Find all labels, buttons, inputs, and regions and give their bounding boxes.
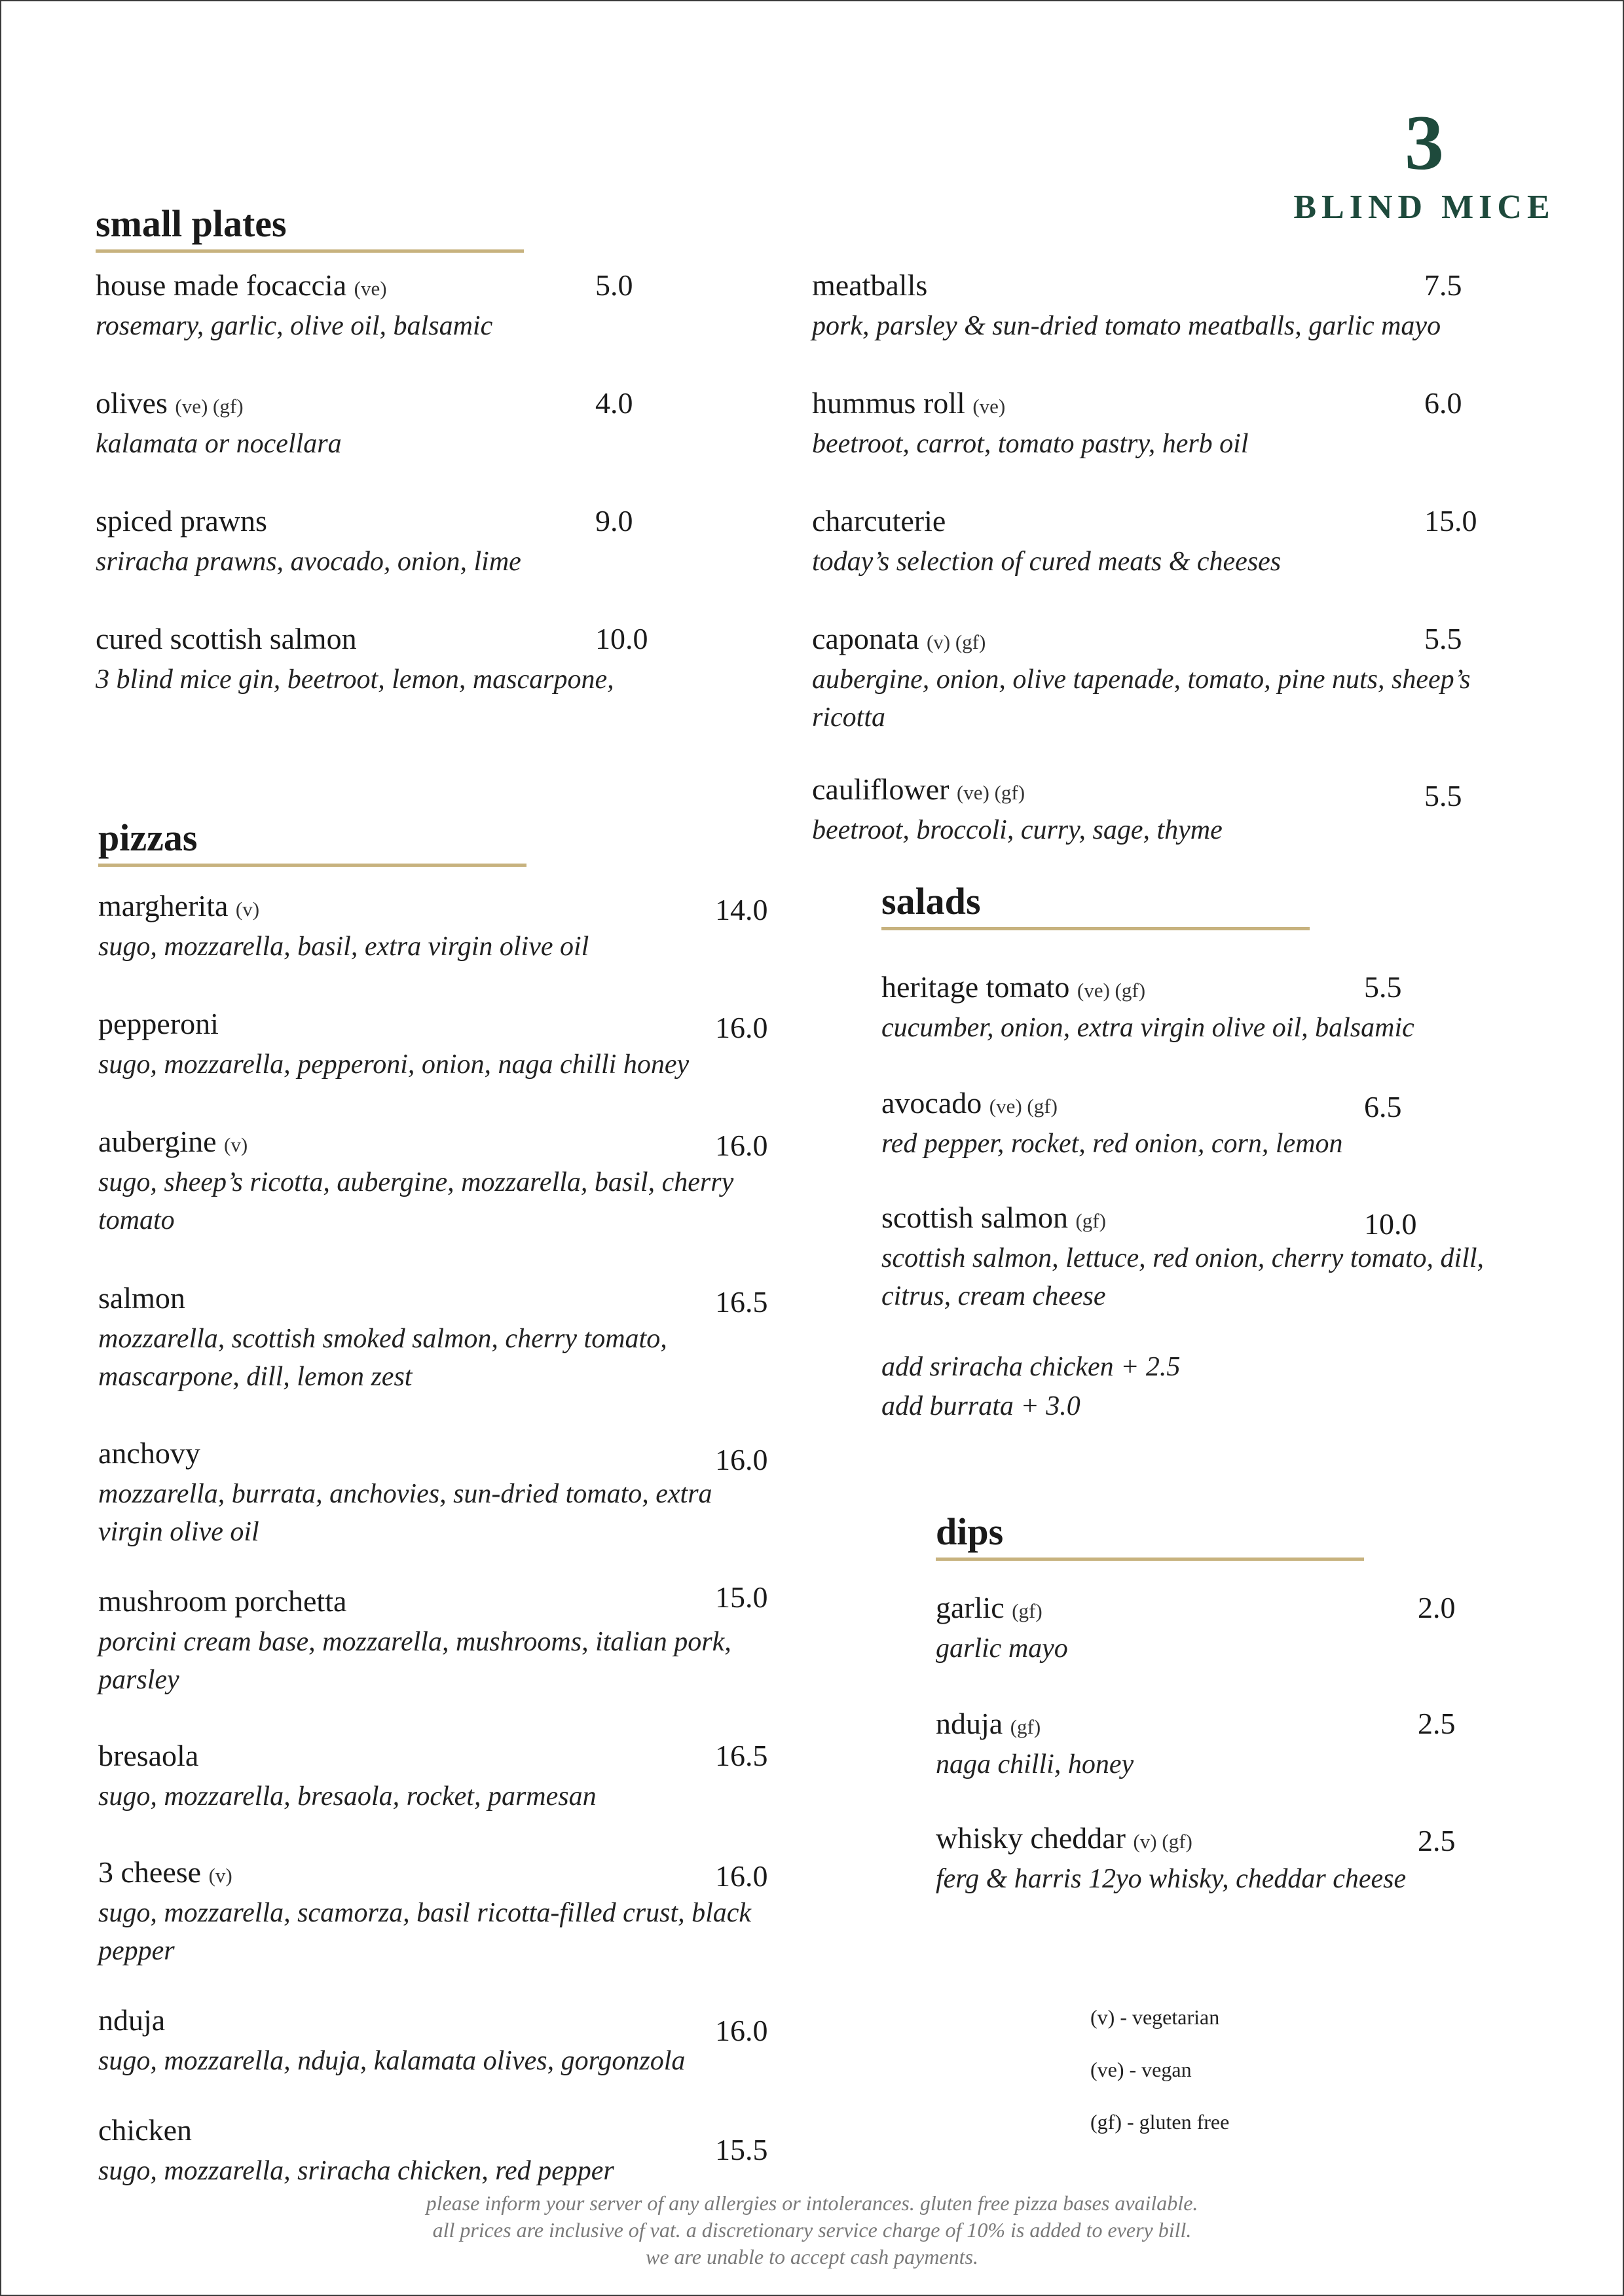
item-price: 16.5: [715, 1285, 768, 1319]
item-description: sugo, mozzarella, pepperoni, onion, naga chilli honey: [98, 1049, 690, 1080]
item-description: cucumber, onion, extra virgin olive oil, balsamic: [881, 1013, 1414, 1043]
item-name: charcuterie: [812, 504, 946, 538]
item-tags: (gf): [1012, 1599, 1043, 1622]
item-description: mozzarella, burrata, anchovies, sun-dried tomato, extra virgin olive oil: [98, 1479, 712, 1547]
menu-item: [98, 1738, 819, 1815]
item-name: salmon: [98, 1281, 185, 1315]
menu-item: [98, 1580, 819, 1699]
item-description: beetroot, carrot, tomato pastry, herb oil: [812, 429, 1249, 459]
item-description: rosemary, garlic, olive oil, balsamic: [96, 311, 493, 341]
menu-item: [98, 888, 819, 966]
item-name: cured scottish salmon: [96, 622, 357, 655]
item-description: garlic mayo: [936, 1633, 1068, 1664]
salads-rule: [881, 927, 1310, 930]
footer-line: all prices are inclusive of vat. a discretionary service charge of 10% is added to every bill.: [432, 2218, 1192, 2242]
item-description: naga chilli, honey: [936, 1749, 1134, 1779]
pizzas-section: [98, 815, 526, 867]
item-description: kalamata or nocellara: [96, 429, 342, 459]
item-tags: (ve) (gf): [989, 1095, 1058, 1118]
dips-section: [936, 1509, 1364, 1561]
menu-item: [98, 1123, 819, 1239]
item-name: whisky cheddar: [936, 1821, 1126, 1855]
logo-wordmark: BLIND MICE: [1293, 189, 1555, 226]
item-name: heritage tomato: [881, 970, 1070, 1004]
menu-item: [936, 1820, 1558, 1898]
item-tags: (v) (gf): [926, 630, 986, 653]
item-price: 14.0: [715, 893, 768, 926]
item-price: 10.0: [595, 622, 648, 655]
item-price: 16.0: [715, 1129, 768, 1162]
item-price: 10.0: [1364, 1207, 1417, 1241]
menu-item: [812, 621, 1539, 737]
item-description: ferg & harris 12yo whisky, cheddar cheese: [936, 1864, 1407, 1894]
item-name: nduja: [936, 1707, 1003, 1740]
item-tags: (v) (gf): [1133, 1830, 1192, 1853]
item-name: meatballs: [812, 268, 928, 302]
menu-item: [936, 1705, 1558, 1783]
item-name: cauliflower: [812, 773, 950, 806]
item-name: aubergine: [98, 1125, 217, 1158]
item-name: garlic: [936, 1591, 1005, 1624]
item-tags: (v): [208, 1864, 232, 1887]
logo-number: 3: [1405, 99, 1444, 186]
item-description: porcini cream base, mozzarella, mushrooms, italian pork, parsley: [98, 1627, 731, 1695]
item-price: 15.5: [715, 2133, 768, 2166]
item-name: margherita: [98, 889, 229, 922]
item-description: red pepper, rocket, red onion, corn, lemon: [881, 1129, 1343, 1159]
menu-item: [812, 267, 1539, 345]
small-plates-rule: [96, 249, 524, 253]
item-price: 5.5: [1424, 622, 1462, 655]
menu-item: [96, 503, 652, 581]
small-plates-section: [96, 201, 524, 253]
menu-item: [98, 1006, 819, 1084]
dips-rule: [936, 1558, 1364, 1561]
item-name: hummus roll: [812, 386, 965, 420]
item-description: sugo, mozzarella, sriracha chicken, red pepper: [98, 2156, 614, 2186]
menu-item: [98, 1435, 819, 1551]
menu-item: [881, 1199, 1536, 1315]
salad-addon: add sriracha chicken + 2.5: [881, 1352, 1181, 1382]
salads-heading: salads: [881, 880, 981, 922]
item-name: caponata: [812, 622, 919, 655]
salad-addon: add burrata + 3.0: [881, 1391, 1080, 1421]
menu-item: [812, 385, 1539, 463]
item-price: 2.5: [1418, 1707, 1456, 1740]
item-description: mozzarella, scottish smoked salmon, cherry tomato, mascarpone, dill, lemon zest: [98, 1324, 667, 1392]
item-description: 3 blind mice gin, beetroot, lemon, mascarpone,: [96, 665, 614, 695]
item-description: pork, parsley & sun-dried tomato meatballs, garlic mayo: [812, 311, 1441, 341]
item-price: 5.0: [595, 268, 633, 302]
item-price: 16.0: [715, 1011, 768, 1044]
item-name: nduja: [98, 2003, 166, 2037]
menu-item: [96, 621, 685, 699]
brand-logo: [1277, 99, 1572, 227]
item-description: today’s selection of cured meats & cheeses: [812, 547, 1282, 577]
item-description: aubergine, onion, olive tapenade, tomato, pine nuts, sheep’s ricotta: [812, 665, 1471, 733]
item-price: 4.0: [595, 386, 633, 420]
menu-item: [98, 1854, 819, 1970]
menu-item: [936, 1590, 1558, 1667]
item-name: bresaola: [98, 1739, 199, 1772]
menu-item: [98, 2002, 819, 2080]
item-name: chicken: [98, 2113, 193, 2147]
item-tags: (ve): [972, 395, 1006, 418]
legend-vegetarian: (v) - vegetarian: [1090, 2005, 1220, 2029]
salads-section: [881, 879, 1310, 930]
item-description: sugo, mozzarella, basil, extra virgin olive oil: [98, 932, 589, 962]
item-price: 2.0: [1418, 1591, 1456, 1624]
pizzas-heading: pizzas: [98, 816, 198, 859]
item-name: 3 cheese: [98, 1855, 202, 1889]
menu-item: [812, 503, 1539, 581]
item-tags: (v): [235, 898, 260, 920]
menu-item: [98, 1280, 819, 1396]
item-price: 16.0: [715, 1443, 768, 1476]
legend-vegan: (ve) - vegan: [1090, 2058, 1192, 2081]
legend-gluten-free: (gf) - gluten free: [1090, 2110, 1230, 2134]
item-price: 6.5: [1364, 1090, 1402, 1123]
menu-item: [96, 267, 652, 345]
item-name: anchovy: [98, 1436, 200, 1470]
small-plates-heading: small plates: [96, 202, 287, 245]
item-price: 16.0: [715, 2014, 768, 2047]
item-price: 6.0: [1424, 386, 1462, 420]
item-tags: (gf): [1075, 1209, 1106, 1232]
item-price: 15.0: [1424, 504, 1477, 538]
menu-item: [96, 385, 652, 463]
menu-item: [881, 1085, 1536, 1163]
item-tags: (ve): [354, 277, 387, 300]
footer-line: please inform your server of any allergies or intolerances. gluten free pizza bases available.: [426, 2191, 1198, 2215]
item-description: sugo, mozzarella, bresaola, rocket, parmesan: [98, 1781, 597, 1812]
item-description: scottish salmon, lettuce, red onion, cherry tomato, dill, citrus, cream cheese: [881, 1243, 1485, 1311]
item-price: 5.5: [1364, 970, 1402, 1004]
item-price: 2.5: [1418, 1824, 1456, 1857]
item-price: 15.0: [715, 1580, 768, 1614]
item-price: 5.5: [1424, 779, 1462, 812]
item-name: olives: [96, 386, 168, 420]
item-name: scottish salmon: [881, 1201, 1068, 1234]
item-tags: (gf): [1010, 1715, 1041, 1738]
item-tags: (ve) (gf): [1077, 979, 1146, 1002]
item-price: 16.5: [715, 1739, 768, 1772]
item-name: spiced prawns: [96, 504, 267, 538]
item-tags: (v): [224, 1133, 248, 1156]
footer-line: we are unable to accept cash payments.: [645, 2245, 978, 2269]
dips-heading: dips: [936, 1510, 1004, 1553]
item-price: 7.5: [1424, 268, 1462, 302]
item-tags: (ve) (gf): [175, 395, 244, 418]
menu-item: [98, 2112, 819, 2190]
item-price: 9.0: [595, 504, 633, 538]
pizzas-rule: [98, 864, 526, 867]
item-tags: (ve) (gf): [956, 781, 1025, 804]
item-name: mushroom porchetta: [98, 1584, 347, 1618]
item-price: 16.0: [715, 1859, 768, 1893]
item-description: sugo, mozzarella, nduja, kalamata olives, gorgonzola: [98, 2046, 686, 2076]
item-name: pepperoni: [98, 1007, 219, 1040]
menu-item: [812, 771, 1539, 849]
item-description: sugo, mozzarella, scamorza, basil ricotta-filled crust, black pepper: [98, 1898, 752, 1966]
item-name: avocado: [881, 1086, 982, 1120]
item-name: house made focaccia: [96, 268, 347, 302]
footer-notice: [393, 2190, 1231, 2270]
menu-item: [881, 969, 1536, 1047]
item-description: beetroot, broccoli, curry, sage, thyme: [812, 815, 1223, 845]
item-description: sriracha prawns, avocado, onion, lime: [96, 547, 521, 577]
item-description: sugo, sheep’s ricotta, aubergine, mozzarella, basil, cherry tomato: [98, 1167, 734, 1235]
